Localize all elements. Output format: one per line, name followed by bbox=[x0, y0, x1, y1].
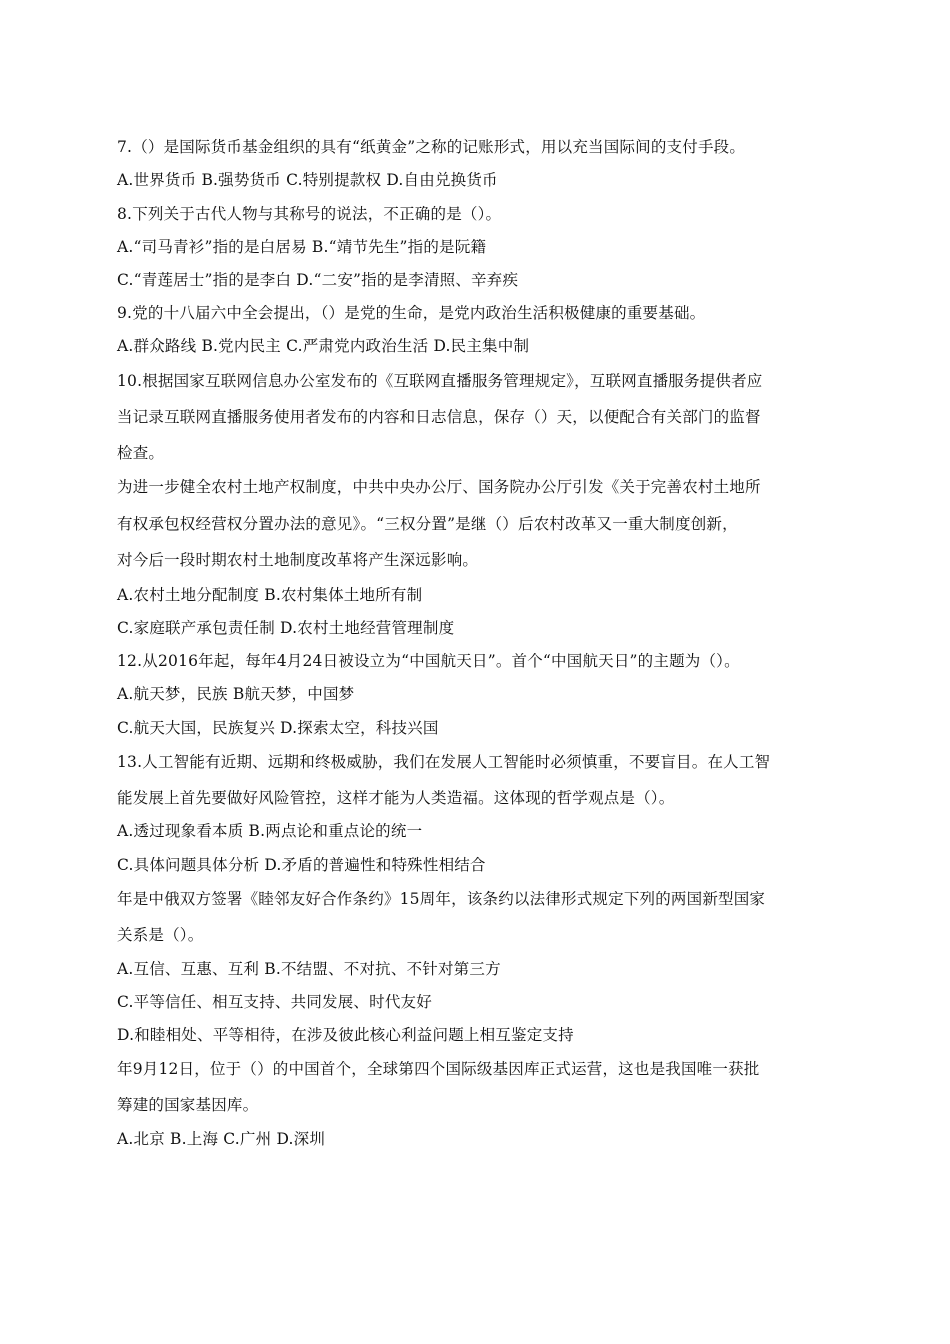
question-14-stem-line-2: 关系是（）。 bbox=[117, 926, 204, 944]
question-11-options-ab: A.农村土地分配制度 B.农村集体土地所有制 bbox=[117, 586, 423, 604]
question-8-options-ab: A.“司马青衫”指的是白居易 B.“靖节先生”指的是阮籍 bbox=[117, 238, 487, 256]
question-10-stem-line-1: 10.根据国家互联网信息办公室发布的《互联网直播服务管理规定》，互联网直播服务提供者应 bbox=[117, 372, 763, 390]
question-15-stem-line-2: 筹建的国家基因库。 bbox=[117, 1096, 259, 1114]
question-7-options: A.世界货币 B.强势货币 C.特别提款权 D.自由兑换货币 bbox=[117, 171, 498, 189]
question-14-option-d: D.和睦相处、平等相待，在涉及彼此核心利益问题上相互鉴定支持 bbox=[117, 1026, 574, 1044]
question-10-stem-line-2: 当记录互联网直播服务使用者发布的内容和日志信息，保存（）天，以便配合有关部门的监督 bbox=[117, 408, 761, 426]
question-11-stem-line-1: 为进一步健全农村土地产权制度，中共中央办公厅、国务院办公厅引发《关于完善农村土地所 bbox=[117, 478, 761, 496]
question-7-stem: 7.（）是国际货币基金组织的具有“纸黄金”之称的记账形式，用以充当国际间的支付手段。 bbox=[117, 138, 746, 156]
question-12-options-cd: C.航天大国，民族复兴 D.探索太空，科技兴国 bbox=[117, 719, 439, 737]
question-15-stem-line-1: 年9月12日，位于（）的中国首个，全球第四个国际级基因库正式运营，这也是我国唯一获批 bbox=[117, 1060, 760, 1078]
question-14-option-c: C.平等信任、相互支持、共同发展、时代友好 bbox=[117, 993, 432, 1011]
question-15-options: A.北京 B.上海 C.广州 D.深圳 bbox=[117, 1130, 326, 1148]
question-13-stem-line-2: 能发展上首先要做好风险管控，这样才能为人类造福。这体现的哲学观点是（）。 bbox=[117, 789, 675, 807]
question-14-stem-line-1: 年是中俄双方签署《睦邻友好合作条约》15周年，该条约以法律形式规定下列的两国新型国家 bbox=[117, 890, 766, 908]
question-8-options-cd: C.“青莲居士”指的是李白 D.“二安”指的是李清照、辛弃疾 bbox=[117, 271, 519, 289]
question-10-stem-line-3: 检查。 bbox=[117, 444, 165, 462]
question-9-options: A.群众路线 B.党内民主 C.严肃党内政治生活 D.民主集中制 bbox=[117, 337, 530, 355]
question-9-stem: 9.党的十八届六中全会提出，（）是党的生命，是党内政治生活积极健康的重要基础。 bbox=[117, 304, 706, 322]
question-11-stem-line-2: 有权承包权经营权分置办法的意见》。“三权分置”是继（）后农村改革又一重大制度创新， bbox=[117, 515, 738, 533]
question-13-options-ab: A.透过现象看本质 B.两点论和重点论的统一 bbox=[117, 822, 423, 840]
question-8-stem: 8.下列关于古代人物与其称号的说法，不正确的是（）。 bbox=[117, 205, 502, 223]
question-11-stem-line-3: 对今后一段时期农村土地制度改革将产生深远影响。 bbox=[117, 551, 479, 569]
question-13-options-cd: C.具体问题具体分析 D.矛盾的普遍性和特殊性相结合 bbox=[117, 856, 486, 874]
question-12-stem: 12.从2016年起，每年4月24日被设立为“中国航天日”。首个“中国航天日”的主题为（）。 bbox=[117, 652, 740, 670]
question-13-stem-line-1: 13.人工智能有近期、远期和终极威胁，我们在发展人工智能时必须慎重，不要盲目。在人工智 bbox=[117, 753, 771, 771]
question-12-options-ab: A.航天梦，民族 B航天梦，中国梦 bbox=[117, 685, 355, 703]
question-11-options-cd: C.家庭联产承包责任制 D.农村土地经营管理制度 bbox=[117, 619, 455, 637]
question-14-options-ab: A.互信、互惠、互利 B.不结盟、不对抗、不针对第三方 bbox=[117, 960, 501, 978]
